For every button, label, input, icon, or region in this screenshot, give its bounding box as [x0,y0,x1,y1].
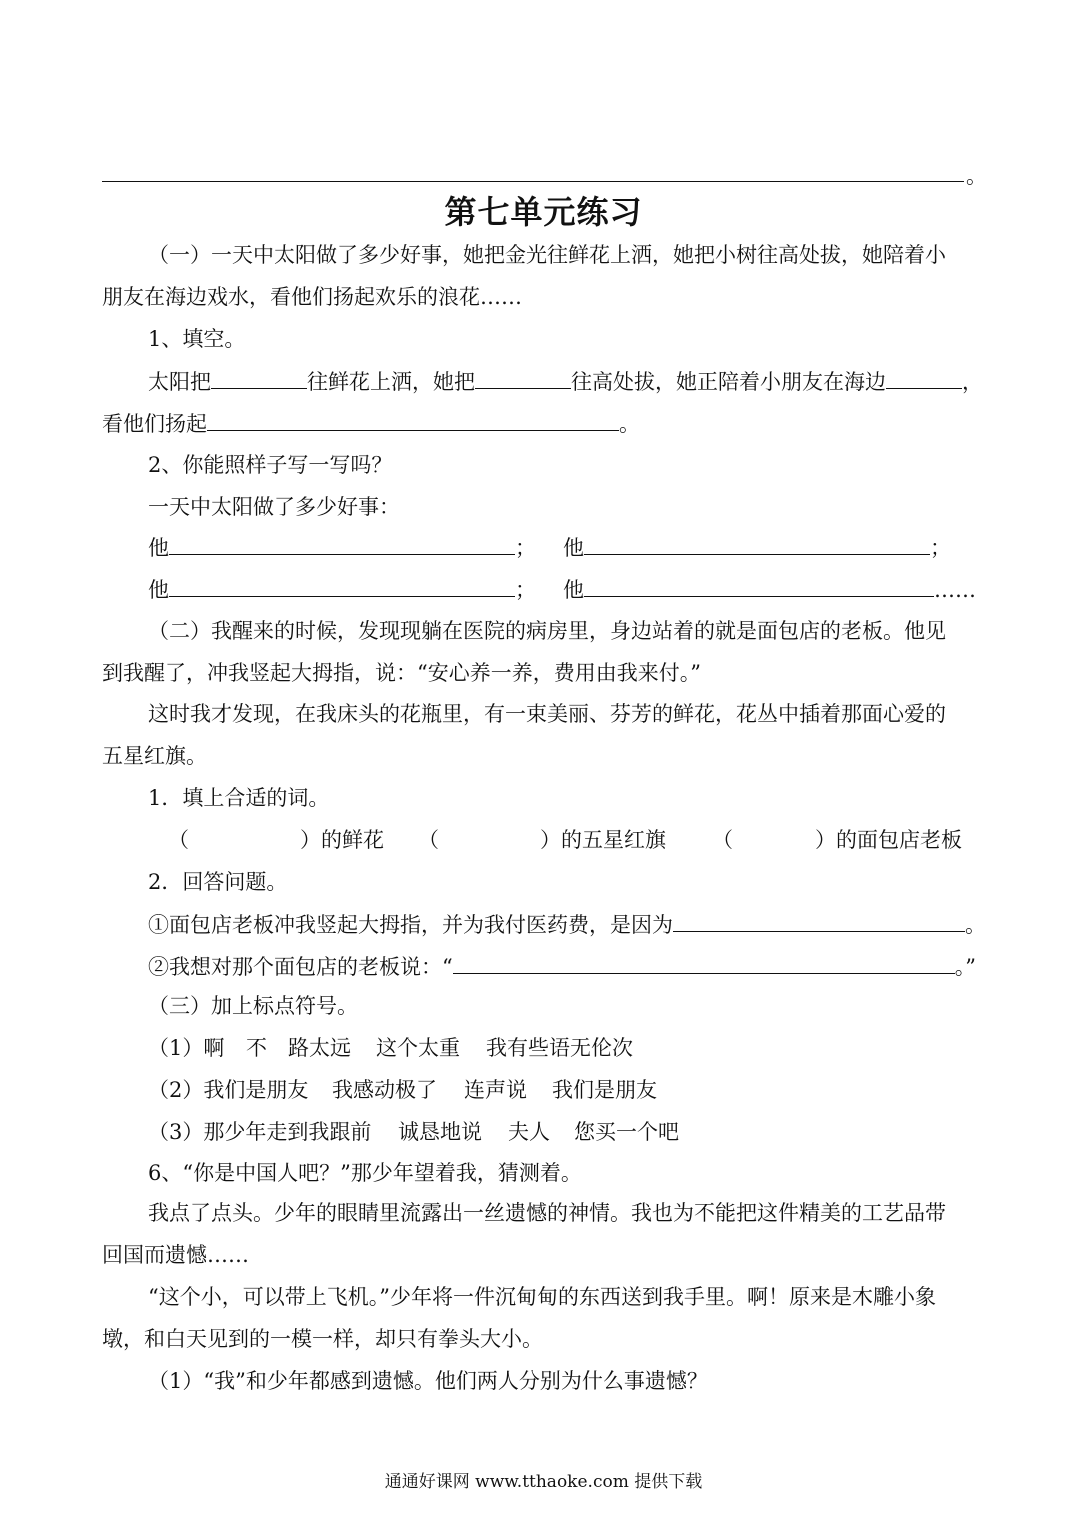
passage1-line1: （一）一天中太阳做了多少好事，她把金光往鲜花上洒，她把小树往高处拔，她陪着小 [148,243,946,267]
bracket-flag: ）的五星红旗 [540,828,666,852]
ta-2: 他 [563,536,584,560]
q3-label: （三）加上标点符号。 [148,994,358,1018]
q3-item3-d: 您买一个吧 [574,1120,679,1144]
q6-line5: 墩，和白天见到的一模一样，却只有拳头大小。 [102,1327,543,1351]
q3-item1-a: （1）啊 [148,1036,225,1060]
page-title: 第七单元练习 [444,193,643,231]
q2-1-label: 1．填上合适的词。 [148,786,330,810]
q3-item1-e: 我有些语无伦次 [486,1036,633,1060]
q3-item2-c: 连声说 [464,1078,527,1102]
q2-label: 2、你能照样子写一写吗？ [148,453,393,477]
footer-source: 通通好课网 www.tthaoke.com 提供下载 [384,1472,703,1492]
q1-fill-line1 [148,366,983,397]
q1-text-b: 往鲜花上洒，她把 [307,370,475,394]
bracket-owner: ）的面包店老板 [815,828,962,852]
q3-item1-c: 路太远 [288,1036,351,1060]
q2-lead: 一天中太阳做了多少好事： [148,495,400,519]
q3-item2-a: （2）我们是朋友 [148,1078,309,1102]
ta-4: 他 [563,578,584,602]
ta-1: 他 [148,536,169,560]
q2-2-a [148,909,986,940]
q1-fill-line2 [102,408,640,439]
blank-10[interactable] [453,951,955,974]
passage2-line2: 到我醒了，冲我竖起大拇指，说：“安心养一养，费用由我来付。” [102,661,701,685]
row-ellipsis: …… [934,578,976,602]
passage2-line3: 这时我才发现，在我床头的花瓶里，有一束美丽、芬芳的鲜花，花丛中插着那面心爱的 [148,702,946,726]
q2-row2-right [563,574,976,605]
bracket-flower: ）的鲜花 [300,828,384,852]
blank-4[interactable] [207,408,619,431]
q2-2-a-text: ①面包店老板冲我竖起大拇指，并为我付医药费，是因为 [148,913,673,937]
q6-line4: “这个小，可以带上飞机。”少年将一件沉甸甸的东西送到我手里。啊！原来是木雕小象 [148,1285,936,1309]
q1-text-f: 。 [619,412,640,436]
q3-item2-d: 我们是朋友 [552,1078,657,1102]
q3-item3-c: 夫人 [508,1120,550,1144]
blank-5[interactable] [169,532,515,555]
blank-8[interactable] [584,574,934,597]
semicolon-2: ； [930,536,951,560]
q2-row2-left [148,574,536,605]
blank-6[interactable] [584,532,930,555]
q1-text-d: ， [962,370,983,394]
q1-label: 1、填空。 [148,327,246,351]
q1-text-e: 看他们扬起 [102,412,207,436]
blank-3[interactable] [886,366,962,389]
q6-line1: 6、“你是中国人吧？”那少年望着我，猜测着。 [148,1161,582,1185]
q1-text-a: 太阳把 [148,370,211,394]
bracket-open-1: （ [168,828,189,852]
passage1-line2: 朋友在海边戏水，看他们扬起欢乐的浪花…… [102,285,522,309]
q1-text-c: 往高处拔，她正陪着小朋友在海边 [571,370,886,394]
q3-item3-b: 诚恳地说 [398,1120,482,1144]
q2-2-a-end: 。 [965,913,986,937]
q6-line2: 我点了点头。少年的眼睛里流露出一丝遗憾的神情。我也为不能把这件精美的工艺品带 [148,1201,946,1225]
top-line-period: 。 [966,164,987,188]
blank-1[interactable] [211,366,307,389]
q3-item1-d: 这个太重 [376,1036,460,1060]
bracket-open-2: （ [418,828,439,852]
q2-2-b-end: 。” [954,955,976,979]
blank-2[interactable] [475,366,571,389]
q2-2-b-text: ②我想对那个面包店的老板说：“ [148,955,453,979]
top-answer-line [102,181,964,182]
q3-item2-b: 我感动极了 [332,1078,437,1102]
semicolon-1: ； [515,536,536,560]
q2-2-b [148,951,976,982]
semicolon-3: ； [515,578,536,602]
q2-row1-right [563,532,951,563]
blank-9[interactable] [673,909,965,932]
passage2-line1: （二）我醒来的时候，发现现躺在医院的病房里，身边站着的就是面包店的老板。他见 [148,619,946,643]
bracket-open-3: （ [712,828,733,852]
q2-row1-left [148,532,536,563]
q6-line3: 回国而遗憾…… [102,1243,249,1267]
q6-line6: （1）“我”和少年都感到遗憾。他们两人分别为什么事遗憾？ [148,1369,708,1393]
blank-7[interactable] [169,574,515,597]
q2-2-label: 2．回答问题。 [148,870,288,894]
passage2-line4: 五星红旗。 [102,744,207,768]
q3-item1-b: 不 [246,1036,267,1060]
ta-3: 他 [148,578,169,602]
q3-item3-a: （3）那少年走到我跟前 [148,1120,372,1144]
